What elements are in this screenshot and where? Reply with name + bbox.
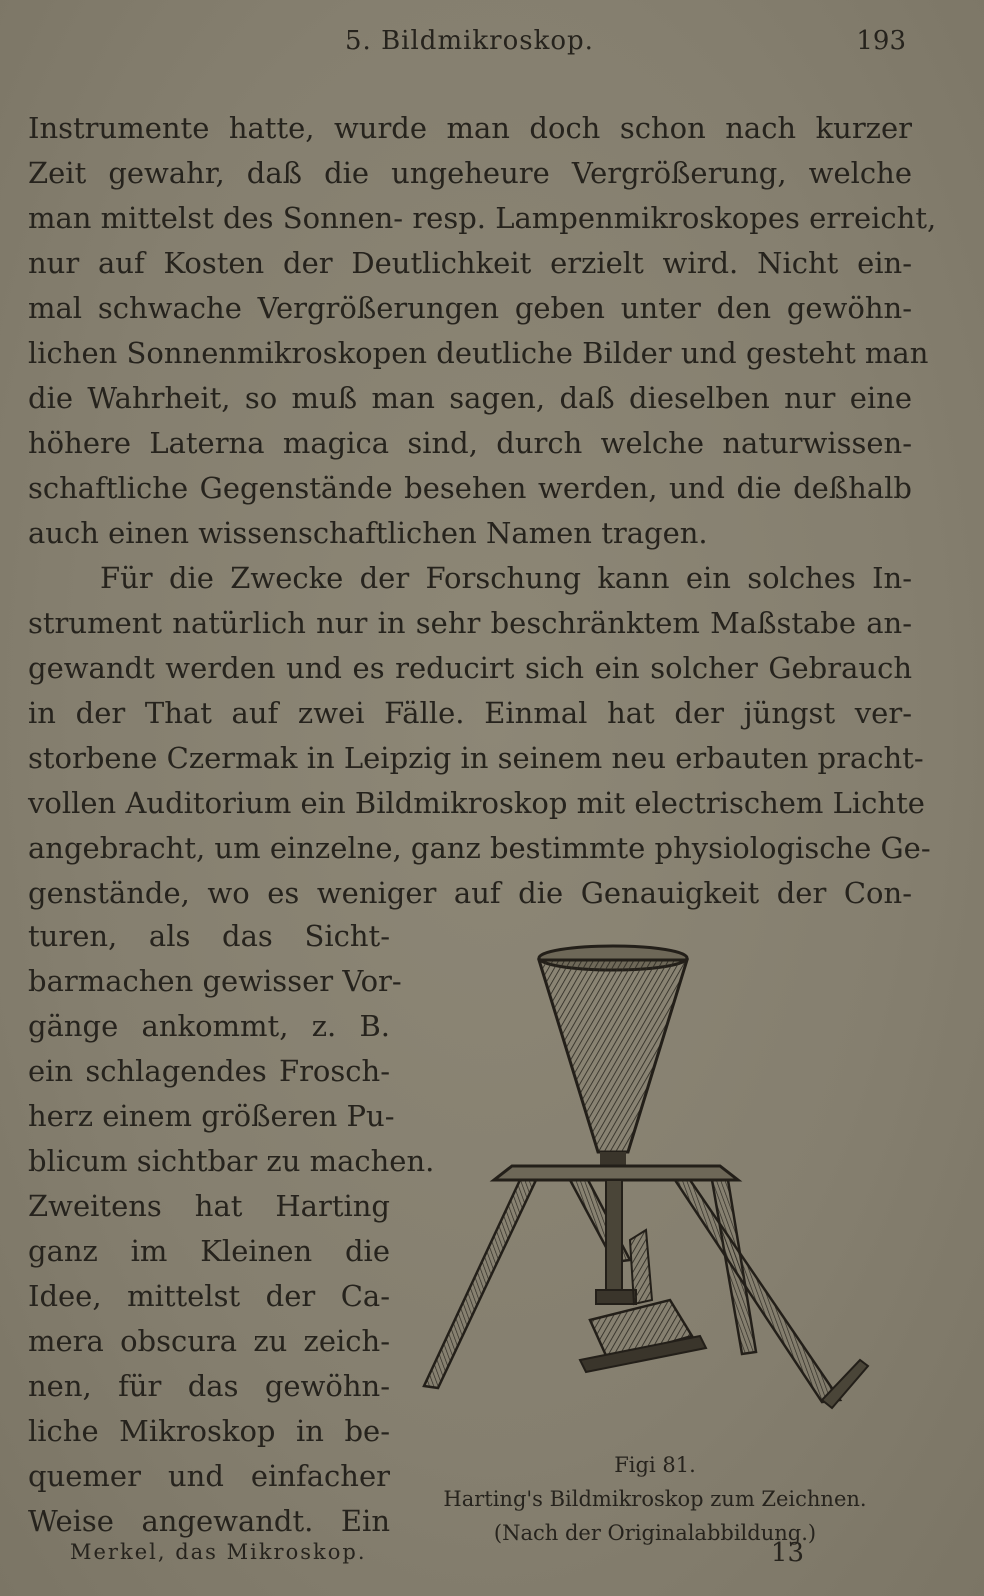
- microscope-engraving: [420, 940, 890, 1440]
- figure-caption: [420, 1448, 890, 1550]
- page-number: 193: [856, 26, 906, 56]
- text-line: ganz im Kleinen die: [28, 1234, 390, 1268]
- text-line: barmachen gewisser Vor-: [28, 964, 402, 998]
- text-line: Zweitens hat Harting: [28, 1189, 390, 1223]
- text-line: Zeit gewahr, daß die ungeheure Vergrößerung, welche: [28, 156, 912, 190]
- text-line: strument natürlich nur in sehr beschränktem Maßstabe an-: [28, 606, 912, 640]
- text-line: Idee, mittelst der Ca-: [28, 1279, 390, 1313]
- text-line: schaftliche Gegenstände besehen werden, und die deßhalb: [28, 471, 912, 505]
- text-line: angebracht, um einzelne, ganz bestimmte physiologische Ge-: [28, 831, 931, 865]
- text-line: herz einem größeren Pu-: [28, 1099, 395, 1133]
- text-line: storbene Czermak in Leipzig in seinem neu erbauten pracht-: [28, 741, 924, 775]
- text-line: lichen Sonnenmikroskopen deutliche Bilder und gesteht man: [28, 336, 929, 370]
- text-line: liche Mikroskop in be-: [28, 1414, 390, 1448]
- signature-mark: Merkel, das Mikroskop.: [70, 1540, 367, 1564]
- figure-caption-line: Harting's Bildmikroskop zum Zeichnen.: [443, 1487, 867, 1511]
- text-line: auch einen wissenschaftlichen Namen tragen.: [28, 516, 708, 550]
- figure-label: Figi 81.: [614, 1453, 696, 1477]
- narrow-column-text: [28, 914, 435, 1544]
- running-title: 5. Bildmikroskop.: [345, 26, 594, 56]
- text-line: mera obscura zu zeich-: [28, 1324, 390, 1358]
- text-line: genstände, wo es weniger auf die Genauigkeit der Con-: [28, 876, 912, 910]
- signature-number: 13: [770, 1538, 804, 1568]
- text-line: quemer und einfacher: [28, 1459, 390, 1493]
- text-line: turen, als das Sicht-: [28, 919, 390, 953]
- page-header: [30, 26, 906, 66]
- text-line: gänge ankommt, z. B.: [28, 1009, 390, 1043]
- text-line: die Wahrheit, so muß man sagen, daß dieselben nur eine: [28, 381, 912, 415]
- text-line: Weise angewandt. Ein: [28, 1504, 390, 1538]
- body-text: [28, 106, 937, 916]
- page-footer: [70, 1540, 804, 1576]
- text-line: nur auf Kosten der Deutlichkeit erzielt wird. Nicht ein-: [28, 246, 912, 280]
- text-line: Instrumente hatte, wurde man doch schon nach kurzer: [28, 111, 912, 145]
- text-line: in der That auf zwei Fälle. Einmal hat der jüngst ver-: [28, 696, 912, 730]
- figure-caption-source: (Nach der Originalabbildung.): [493, 1521, 817, 1545]
- figure-microscope-illustration: [420, 940, 890, 1460]
- text-line: höhere Laterna magica sind, durch welche naturwissen-: [28, 426, 912, 460]
- text-line: mal schwache Vergrößerungen geben unter den gewöhn-: [28, 291, 912, 325]
- text-line: blicum sichtbar zu machen.: [28, 1144, 435, 1178]
- text-line: ein schlagendes Frosch-: [28, 1054, 390, 1088]
- text-line: vollen Auditorium ein Bildmikroskop mit electrischem Lichte: [28, 786, 925, 820]
- text-line: man mittelst des Sonnen- resp. Lampenmikroskopes erreicht,: [28, 201, 937, 235]
- text-line: gewandt werden und es reducirt sich ein solcher Gebrauch: [28, 651, 912, 685]
- text-line: Für die Zwecke der Forschung kann ein solches In-: [100, 561, 912, 595]
- text-line: nen, für das gewöhn-: [28, 1369, 390, 1403]
